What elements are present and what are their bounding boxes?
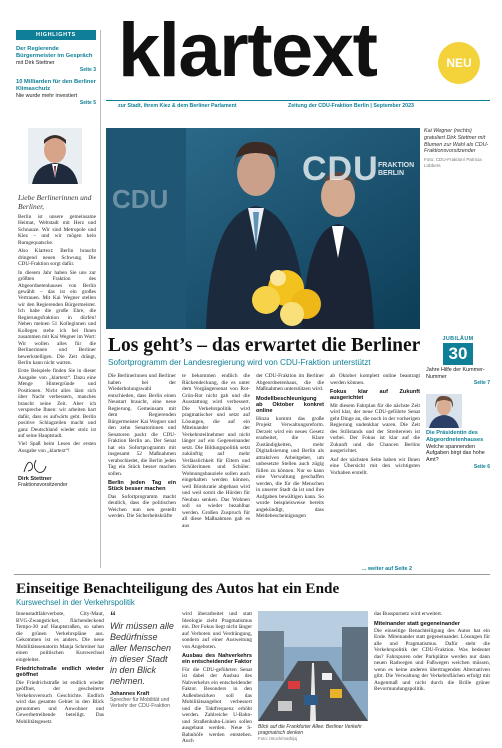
quote-role: Sprecher für Mobilität und Verkehr der CDU-Fraktion [110,697,170,710]
article2-paragraph: Die einseitige Benachteiligung des Autos hat ein Ende. Miteinander statt gegeneinander. Lösungen für alle und Pragmatismus. Dafür steht die Verkehrspolitik der CDU-Fraktion. Was bedeutet das? Fahrspuren oder Parkplätze werden nur dann neuen Radwegen und Fußwegen weichen müssen, wenn es keine anderen übertragenden Alternativen gibt. Die Verwaltung der Verkehrsflächen erfolgt mit Augenmaß und nicht durch die Brille grüner Bevormundungspolitik. [374,627,490,693]
letter-paragraph: Also Klartext: Berlin braucht dringend neuen Schwung. Die CDU-Fraktion sorgt dafür. [18,248,96,268]
continue-link[interactable]: ... weiter auf Seite 2 [362,566,413,572]
photo-caption: Kai Wegner (rechts) gratuliert Dirk Stettner mit Blumen zur Wahl als CDU-Fraktionsvorsitzender [424,128,489,155]
right-info-box [426,336,490,470]
lead-paragraph: Die Berlinerinnen und Berliner haben bei der Wiederholungswahl entschieden, dass Berlin einen Neustart braucht, eine neue Regierung. Gemeinsam mit dem Regierenden Bürgermeister Kai Wegner und den zehn Senatorinnen und Senatoren packt die CDU-Fraktion Berlin an. Der Senat hat ein Sofortprogramm mit insgesamt 52 Maßnahmen verabschiedet, die Berlin jeden Tag ein Stück besser machen sollen. [108,373,176,477]
letter-paragraph: Berlin ist unsere gemeinsame Heimat, Weltstadt mit Herz und Schnauze. Wir sind Metropole und Kiez – und wir mögen kein Rumgequatsche. [18,214,96,246]
lead-subheading: Berlin jeden Tag ein Stück besser machen [108,480,176,493]
highlight-title: Der Regierende Bürgermeister im Gespräch [16,46,93,59]
column-divider [100,30,101,568]
signature-name: Dirk Stettner [18,476,52,483]
quote-author: Johannes Kraft [110,691,150,697]
traffic-photo [258,611,368,721]
photo-credit: Foto: CDU-Fraktion/ Patricia Lübbers [424,157,482,168]
president-teaser-title: Die Präsidentin des Abgeordnetenhauses [426,430,484,443]
letter-paragraph: Viel Spaß beim Lesen der ersten Ausgabe von „klartext“! [18,441,96,454]
article2-paragraph: Die Friedrichstraße ist endlich wieder geöffnet, der gescheiterte Verkehrsversuch Geschichte. Endlich wird das gesamte Gebiet in den Blick genommen und Anwohner und Gewerbetreibende beteiligt. Das Mobilitätsgesetz [16,679,104,725]
lead-subheading: Modellbeschleunigung ab Oktober konkret online [256,395,324,415]
article2-column [374,611,490,695]
quote-mark: “ [110,609,116,623]
highlight-page: Seite 5 [79,100,96,106]
article2-subheading: Friedrichstraße endlich wieder geöffnet [16,666,104,679]
new-badge [438,42,480,84]
letter-paragraph: Erste Beispiele finden Sie in dieser Ausgabe von „klartext“. Dazu eine Menge Hintergründe und Positionen. Nicht alles lässt sich über Nacht verbessern, manches braucht seine Zeit. Aber ich verspreche Ihnen: wir arbeiten hart dafür, dass es aufwärts geht. Berlin positive Schlagzeilen macht und ganz Deutschland wieder stolz ist auf seine Hauptstadt. [18,368,96,439]
article2-column [182,611,252,747]
article2-paragraph: wird überarbeitet und statt Ideologie zieht Pragmatismus ein. Der Fokus liegt nicht länger auf Verboten und Verdrängung, sondern auf einer Ausweitung von Angeboten. [182,611,252,650]
highlight-sub: Nie wurde mehr investiert [16,93,78,99]
lead-paragraph: ab Oktober komplett online beantragt werden können. [330,373,420,386]
president-teaser-text: Welche spannenden Aufgaben birgt das hohe Amt? [426,443,485,463]
lead-paragraph: der CDU-Fraktion im Berliner Abgeordnetenhaus, die die Maßnahmen unterstützen wird. [256,373,324,392]
letter-paragraph: In diesem Jahr haben Sie uns zur größten Fraktion des Abgeordnetenhauses von Berlin gewählt – das ist ein großes Vertrauen. Mit Kai Wegner stellen wir den Regierenden Bürgermeister. Ich habe die große Ehre, die Regierungsfraktion in dürfen! Neben meinen 51 Kolleginnen und Kollegen stehe ich bei Ihnen zusammen mit Kai Wegner im Wort: Wir wollen alles für die Berlinerinnen und Berliner bewerkstelligen. Die Zeit drängt, Berlin kann nicht warten. [18,269,96,366]
jubilee-page: Seite 7 [473,380,490,387]
traffic-photo-caption-block [258,724,368,741]
lead-paragraph: te bekommen endlich die Rückendeckung, die es unter dem Vorgängersenat von Rot-Grün-Rot nicht gab und die Ausstattung wird verbessert. Die Verkehrspolitik wird pragmatischer und setzt auf Lösungen, die auf ein Miteinander der Verkehrsteilnehmer und nicht länger auf ein Gegeneinander setzt. Die Bildungspolitik setzt zukünftig auf mehr Verlässlichkeit für Eltern und Schülerinnen und Schüler. Wohnungsbauziele sollen auch eingehalten werden können, weil Bürokratie abgebaut wird und weil somit die Hürden für Neubau senken. Das Wohnen soll so wieder bezahlbar werden. Großen Zuspruch für all diese Maßnahmen gab es aus [182,373,250,529]
traffic-photo-credit: Foto: iStock/mathijsj [258,736,298,741]
article2-paragraph: Für die CDU-geführten Senat ist dabei der Ausbau des Nahverkehrs ein entscheidender Faktor. Besonders in den Außenbezirken soll das Mobilitätsangebot verbessert und die Taktfrequenz erhöht werden. Zahlreiche U-Bahn- und Straßenbahn-Linien sollen ausgebaut werden. Neue S-Bahnhöfe werden entstehen. Auch [182,666,252,745]
photo-bg-text: CDU [112,184,169,214]
lead-paragraph: Das Sofortprogramm macht deutlich, dass die politischen Weichen nun neu gestellt werden. Die Sicherheitskräfte [108,493,176,520]
photo-bg-text: FRAKTION BERLIN [378,162,415,177]
article2-paragraph: Innenstadtfahrverbote, City-Maut, BVG-Zwangsticket, flächendeckend Tempo-30 auf Hauptstraßen, so sahen die grünen Verkehrspläne aus. Gekommen ist es anders. Die neue Mobilitätssenatorin Manja Schreiner hat einen politischen Kurswechsel eingeleitet. [16,611,104,663]
sidebar [16,30,96,106]
highlight-page: Seite 3 [79,67,96,73]
highlight-sub: mit Dirk Stettner [16,60,55,66]
article2-subhead: Kurswechsel in der Verkehrspolitik [16,598,135,607]
president-portrait [426,394,462,428]
jubilee-label: JUBILÄUM [442,336,474,342]
main-photo [106,128,420,329]
masthead-title: klartext [118,8,377,93]
lead-headline: Los geht’s – das erwartet die Berliner [108,335,421,356]
new-badge-label: NEU [446,56,472,70]
lead-column [256,373,324,522]
signature-role: Fraktionsvorsitzender [18,482,68,489]
signature-scribble [18,456,96,476]
letter-salutation: Liebe Berlinerinnen und Berliner, [18,193,92,211]
highlights-label: HIGHLIGHTS [16,30,96,40]
article2-subheading: Miteinander statt gegeneinander [374,620,461,627]
photo-bg-text: CDU [302,150,379,188]
article2-column [16,611,104,727]
photo-caption-block [424,128,490,169]
jubilee-number: 30 [443,343,473,365]
pull-quote [110,611,176,710]
article2-paragraph: das Busspurnetz wird erweitert. [374,611,443,617]
president-teaser-page: Seite 6 [473,463,490,470]
article2-headline: Einseitige Benachteiligung des Autos hat ein Ende [16,580,340,597]
article2-subheading: Ausbau des Nahverkehrs ein entscheidender Faktor [182,653,252,666]
quote-text: Wir müssen alle Bedürfnisse aller Menschen in dieser Stadt in den Blick nehmen. [110,621,174,686]
lead-paragraph: Hinzu kommt das große Projekt Verwaltungsreform. Derzeit wird ein neues Gesetz erarbeitet, die Klare Zuständigkeiten, mehr Digitalisierung und Berlin als attraktiven Arbeitgeber, um unbesetzte Stellen auch zügig füllen zu können. Nur so kann eine Verwaltung geschaffen werden, die für die Menschen in unserer Stadt da ist und ihre Aufgaben bewältigen kann. So wurde beispielsweise bereits angekündigt, dass Meldebescheinigungen [256,415,324,520]
highlight-item[interactable] [16,46,96,73]
jubilee-text: Jahre Hilfe der Kummer-Nummer [426,367,485,380]
lead-column [108,373,176,522]
author-portrait [28,128,82,184]
lead-paragraph: Auf der nächsten Seite haben wir Ihnen eine Übersicht mit den wichtigsten Vorhaben erstellt. [330,456,420,476]
traffic-photo-caption: Blick auf die Frankfurter Allee: Berliner Verkehr pragmatisch denken [258,724,362,736]
highlight-title: 10 Milliarden für den Berliner Klimaschutz [16,79,96,92]
tagline-right: Zeitung der CDU-Fraktion Berlin | September 2023 [288,103,414,109]
lead-column [182,373,250,531]
masthead-rule [106,100,490,101]
lead-subhead: Sofortprogramm der Landesregierung wird von CDU-Fraktion unterstützt [108,358,371,367]
section-rule [14,574,490,575]
lead-column [330,373,420,478]
editorial-letter [18,193,96,488]
highlight-item[interactable] [16,79,96,106]
lead-subheading: Fokus klar auf Zukunft ausgerichtet [330,389,420,402]
tagline-left: zur Stadt, ihrem Kiez & dem Berliner Parlament [118,103,237,109]
lead-paragraph: Mit diesem Fahrplan für die nächste Zeit wird klar, der neue CDU-geführte Senat geht Dinge an, die noch in der vorherigen Regierung undenkbar waren. Die Zeit des Stillstands und der Streitereien ist vorbei. Der Fokus ist klar auf die Zukunft und die Chancen Berlins ausgerichtet. [330,402,420,455]
